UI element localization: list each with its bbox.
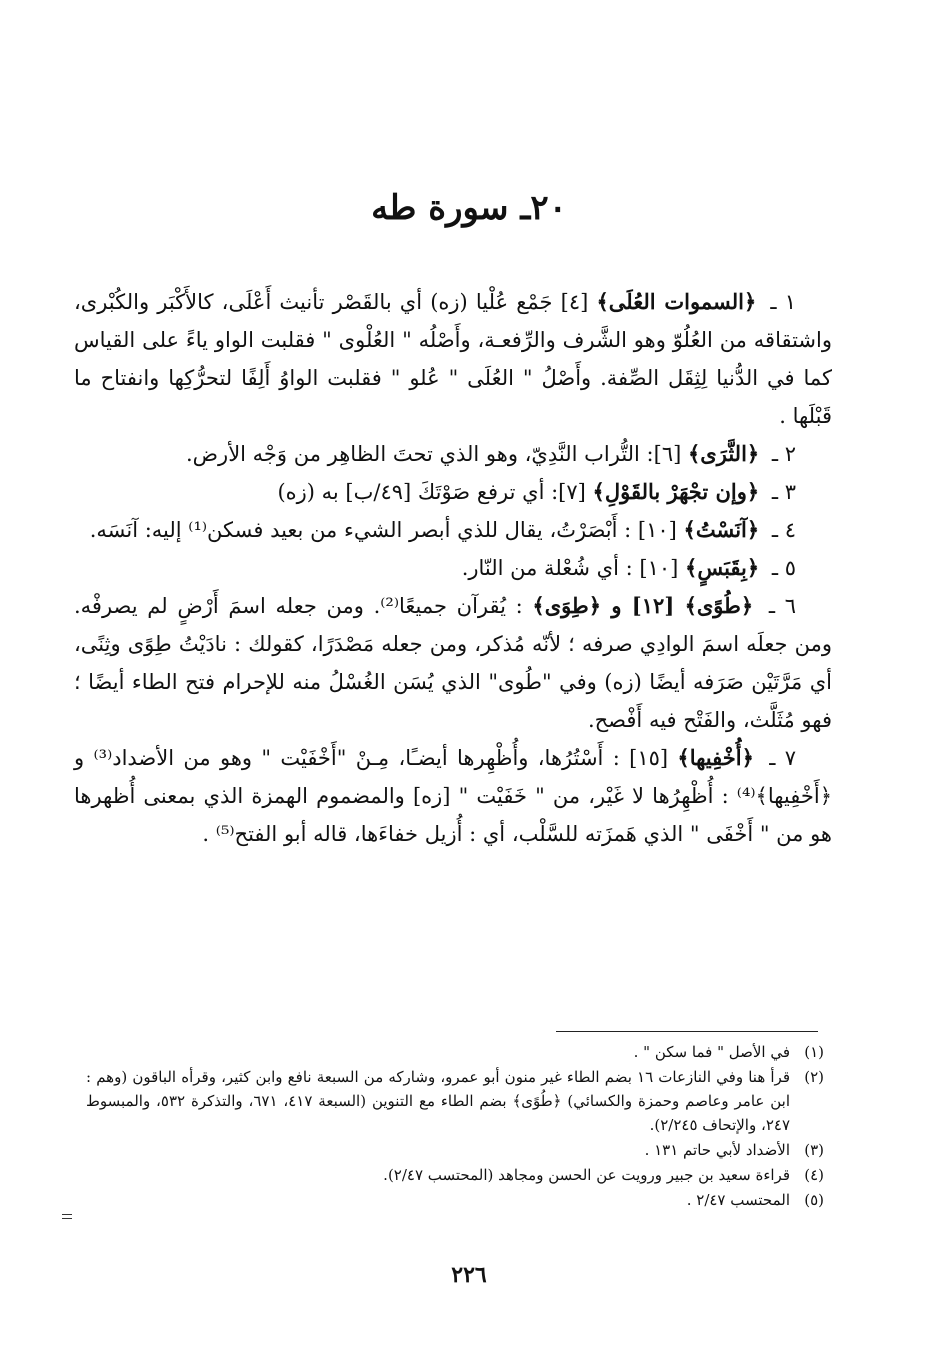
- quran-phrase: ﴿آنَسْتُ﴾: [683, 517, 760, 542]
- footnote-number: (١): [804, 1043, 824, 1061]
- entry-number: ٥ ـ: [771, 556, 796, 580]
- footnote-text: في الأصل " فما سكن " .: [633, 1043, 790, 1061]
- footnote-4: [86, 1163, 824, 1187]
- entry-number: ٣ ـ: [771, 480, 796, 504]
- footnote-divider: [556, 1031, 818, 1032]
- footnote-number: (٥): [804, 1191, 824, 1209]
- quran-phrase: ﴿وإن تجْهَرْ بالقَوْلِ﴾: [592, 479, 760, 504]
- margin-mark: [62, 1214, 72, 1220]
- entry-text: : يُقرآن جميعًا⁽²⁾. ومن جعله اسمَ أَرْضٍ لم يصرفْه. ومن جعلَه اسمَ الوادِي صرفه ؛ لأنّه مُذكر، ومن جعله مَصْدَرًا، كقولك : نادَيْتُ طِوًى وثِنًى، أي مَرَّتَيْن صَرَفه أيضًا (زه) وفي "طُوى" الذي يُسَن الغُسْلُ منه للإحرام فتح الطاء أيضًا ؛ فهو مُثَلَّث، والفَتْح فيه أَفْصح.: [74, 594, 832, 732]
- footnote-5: [86, 1188, 824, 1212]
- footnote-text: الأضداد لأبي حاتم ١٣١ .: [644, 1141, 790, 1159]
- entry-text: [١٠] : أي شُعْلة من النّار.: [461, 556, 679, 580]
- entry-number: ٢ ـ: [771, 442, 796, 466]
- footnote-number: (٣): [804, 1141, 824, 1159]
- entry-text: [٤] جَمْع عُلْيا (زه) أي بالقَصْر تأنيث أَعْلَى، كالأَكْبَر والكُبْرى، واشتقاقه من العُلُوّ وهو الشَّرف والرِّفعـة، وأَصْلُه " العُلْوى " فقلبت الواو ياءً على القياس كما في الدُّنيا لِثِقَل الصِّفة. وأَصْلُ " العُلَى " عُلو " فقلبت الواوُ أَلِفًا لتحرُّكِها وانفتاح ما قَبْلَها .: [74, 290, 832, 428]
- entry-1: [74, 283, 832, 435]
- footnote-text: قراءة سعيد بن جبير ورويت عن الحسن ومجاهد (المحتسب ٢/٤٧).: [383, 1166, 790, 1184]
- quran-phrase: ﴿السموات العُلَى﴾: [596, 289, 757, 314]
- entry-5: [74, 549, 832, 587]
- entry-text: [٦]: التُّراب النَّدِيّ، وهو الذي تحتَ الظاهِر من وَجْه الأرض.: [185, 442, 682, 466]
- surah-title: ٢٠ـ سورة طه: [371, 188, 567, 228]
- quran-phrase: ﴿بِقَبَسٍ﴾: [685, 555, 760, 580]
- entry-6: [74, 587, 832, 739]
- footnotes: [86, 1040, 824, 1213]
- footnote-3: [86, 1138, 824, 1162]
- entry-text: [٧]: أي ترفع صَوْتَكَ [٤٩/ب] به (زه): [277, 480, 586, 504]
- entry-2: [74, 435, 832, 473]
- entry-7: [74, 739, 832, 853]
- entry-4: [74, 511, 832, 549]
- entry-number: ٦ ـ: [768, 594, 796, 618]
- entry-text: [١٠] : أَبْصَرْتُ، يقال للذي أبصر الشيء من بعيد فسكن⁽¹⁾ إليه: آنَسَه.: [89, 518, 677, 542]
- footnote-1: [86, 1040, 824, 1064]
- page-number: ٢٢٦: [451, 1262, 487, 1288]
- entry-3: [74, 473, 832, 511]
- footnote-2: [86, 1065, 824, 1137]
- entry-number: ١ ـ: [770, 290, 796, 314]
- footnote-text: المحتسب ٢/٤٧ .: [686, 1191, 790, 1209]
- footnote-number: (٤): [804, 1166, 824, 1184]
- entry-text: [١٥] : أَسْتُرُها، وأُظْهِرها أيضـًا، مِـنْ "أَخْفَيْت " وهو من الأضداد⁽³⁾ و ﴿أَخْفِيها﴾⁽⁴⁾ : أُظْهِرُها لا غَيْر، من " خَفَيْت " [زه] والمضموم الهمزة الذي بمعنى أُظهرها هو من " أَخْفَى " الذي هَمزَته للسَّلْب، أي : أُزيل خفاءَها، قاله أبو الفتح⁽⁵⁾ .: [74, 746, 832, 846]
- entry-number: ٤ ـ: [771, 518, 796, 542]
- quran-phrase: ﴿الثَّرَى﴾: [688, 441, 760, 466]
- footnote-number: (٢): [804, 1068, 824, 1086]
- footnote-text: قرأ هنا وفي النازعات ١٦ بضم الطاء غير منون أبو عمرو، وشاركه من السبعة نافع وابن كثير، وقرأه الباقون (وهم : ابن عامر وعاصم وحمزة والكسائي) ﴿طُوًى﴾ بضم الطاء مع التنوين (السبعة ٤١٧، ٦٧١، والتذكرة ٥٣٢، والمبسوط ٢٤٧، والإتحاف ٢/٢٤٥).: [86, 1068, 791, 1134]
- quran-phrase: ﴿أُخْفِيها﴾: [677, 745, 754, 770]
- entry-number: ٧ ـ: [769, 746, 796, 770]
- quran-phrase: ﴿طُوًى﴾ [١٢] و ﴿طِوَى﴾: [532, 593, 754, 618]
- commentary-body: [74, 283, 832, 853]
